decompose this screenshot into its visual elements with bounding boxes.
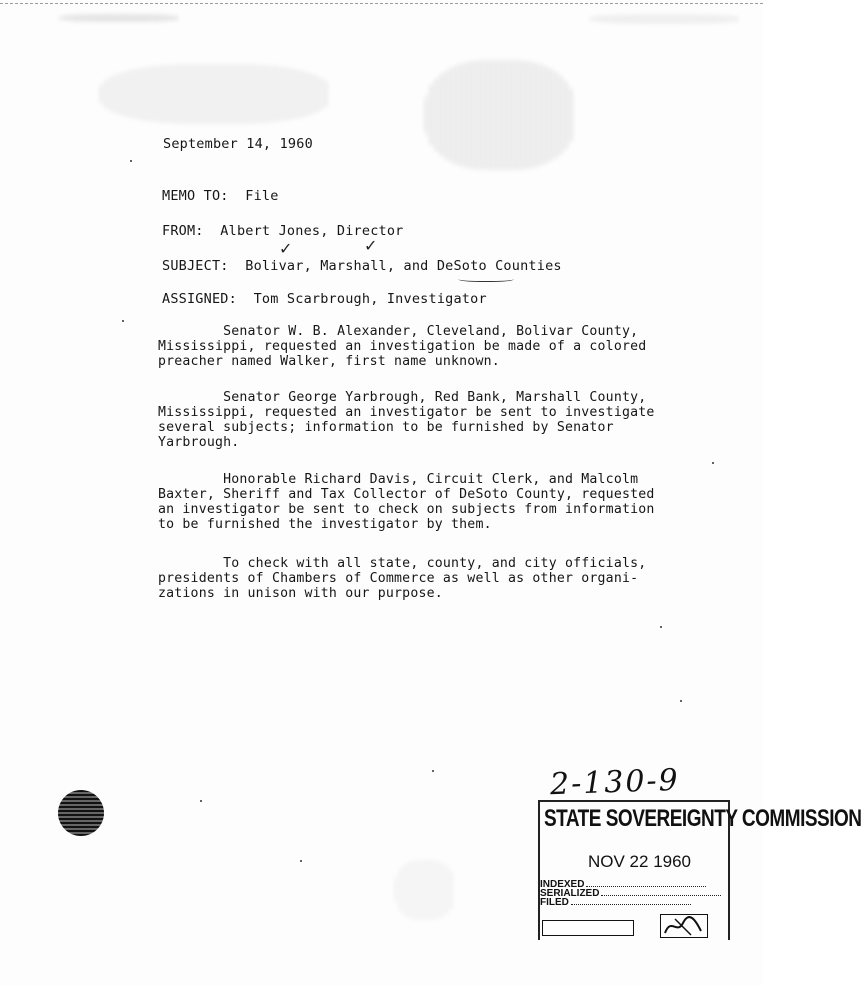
speck [130,160,132,162]
paragraph-line: Senator W. B. Alexander, Cleveland, Bolivar County, [158,324,639,339]
paragraph-line: preacher named Walker, first name unknown. [158,354,500,369]
stamp-date: NOV 22 1960 [588,852,692,871]
speck [712,462,714,464]
body-paragraph-1 [158,324,738,369]
speck [300,860,302,862]
check-mark-icon: ✓ [364,236,378,255]
paragraph-line: Mississippi, requested an investigation be made of a colored [158,339,647,354]
stamp-entry-box [542,920,634,936]
memo-from: FROM: Albert Jones, Director [162,223,404,239]
top-dashed-line [0,3,763,4]
paragraph-line: presidents of Chambers of Commerce as well as other organi- [158,571,639,586]
stamp-row-indexed: INDEXED [540,880,721,889]
handwritten-file-number: 2-130-9 [549,762,681,803]
desoto-underline [458,275,514,282]
speck [660,626,662,628]
smudge-top-left [60,14,180,22]
stamp-rows [540,880,721,907]
speck [432,770,434,772]
speck [122,320,124,322]
memo-assigned: ASSIGNED: Tom Scarbrough, Investigator [162,291,487,307]
paragraph-line: Yarbrough. [158,435,240,450]
paragraph-line: Honorable Richard Davis, Circuit Clerk, and Malcolm [158,472,639,487]
signature-scribble-icon [661,915,707,937]
punch-hole-image [58,790,104,836]
stamp-title: STATE SOVEREIGNTY COMMISSION [544,806,861,833]
memo-to: MEMO TO: File [162,188,279,204]
paragraph-line: several subjects; information to be furnished by Senator [158,420,614,435]
body-paragraph-2 [158,390,738,450]
commission-stamp [538,800,861,940]
stamp-row-serialized: SERIALIZED [540,889,721,898]
paragraph-line: zations in unison with our purpose. [158,586,443,601]
paragraph-line: Mississippi, requested an investigator be sent to investigate [158,405,655,420]
stamp-row-filed: FILED [540,898,721,907]
smudge-top-right [425,60,575,170]
paragraph-line: Senator George Yarbrough, Red Bank, Marshall County, [158,390,647,405]
speck [200,800,202,802]
body-paragraph-3 [158,472,738,532]
paragraph-line: an investigator be sent to check on subjects from information [158,502,655,517]
paragraph-line: to be furnished the investigator by them. [158,517,492,532]
smudge-bottom [395,860,455,920]
stamp-initials-box [660,914,708,938]
check-mark-icon: ✓ [279,239,293,258]
memo-subject: SUBJECT: Bolivar, Marshall, and DeSoto Counties [162,258,562,274]
smudge-top-mid [100,64,330,124]
body-paragraph-4 [158,556,738,601]
paragraph-line: To check with all state, county, and city officials, [158,556,647,571]
memo-date: September 14, 1960 [163,136,313,152]
smudge-top-far-right [590,14,740,24]
paragraph-line: Baxter, Sheriff and Tax Collector of DeSoto County, requested [158,487,655,502]
speck [680,700,682,702]
